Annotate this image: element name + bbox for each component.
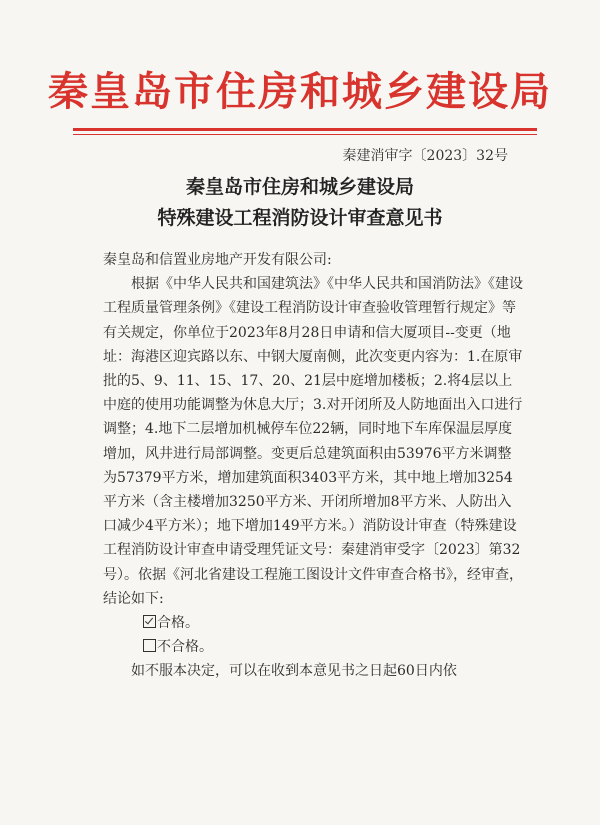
option-fail — [103, 635, 523, 659]
document-title-line1: 秦皇岛市住房和城乡建设局 — [185, 176, 414, 198]
document-body — [103, 248, 523, 684]
letterhead-rule-thick — [73, 128, 537, 131]
letterhead-issuer: 秦皇岛市住房和城乡建设局 — [48, 69, 552, 115]
body-paragraph: 根据《中华人民共和国建筑法》《中华人民共和国消防法》《建设工程质量管理条例》《建设工程消防设计审查验收管理暂行规定》等有关规定，你单位于2023年8月28日申请和信大厦项目--变更（地址：海港区迎宾路以东、中钢大厦南侧，此次变更内容为：1.在原审批的5、9、11、15、17、20、21层中庭增加楼板；2.将4层以上中庭的使用功能调整为休息大厅；3.对开闭所及人防地面出入口进行调整；4.地下二层增加机械停车位22辆，同时地下车库保温层厚度增加，风井进行局部调整。变更后总建筑面积由53976平方米调整为57379平方米，增加建筑面积3403平方米，其中地上增加3254平方米（含主楼增加3250平方米、开闭所增加8平方米、人防出入口减少4平方米）；地下增加149平方米。）消防设计审查（特殊建设工程消防设计审查申请受理凭证文号：秦建消审受字〔2023〕第32号）。依据《河北省建设工程施工图设计文件审查合格书》，经审查，结论如下: — [103, 276, 523, 607]
addressee: 秦皇岛和信置业房地产开发有限公司: — [103, 252, 332, 268]
document-number: 秦建消审字〔2023〕32号 — [342, 148, 508, 164]
empty-box-icon — [143, 639, 156, 652]
document-title-line2: 特殊建设工程消防设计审查意见书 — [157, 207, 443, 229]
appeal-text: 如不服本决定，可以在收到本意见书之日起60日内依 — [131, 663, 457, 680]
checked-box-icon — [143, 615, 156, 628]
option-pass — [103, 611, 523, 635]
letterhead-rule-thin — [73, 134, 537, 135]
option-fail-label: 不合格。 — [157, 639, 213, 656]
option-pass-label: 合格。 — [157, 615, 199, 632]
